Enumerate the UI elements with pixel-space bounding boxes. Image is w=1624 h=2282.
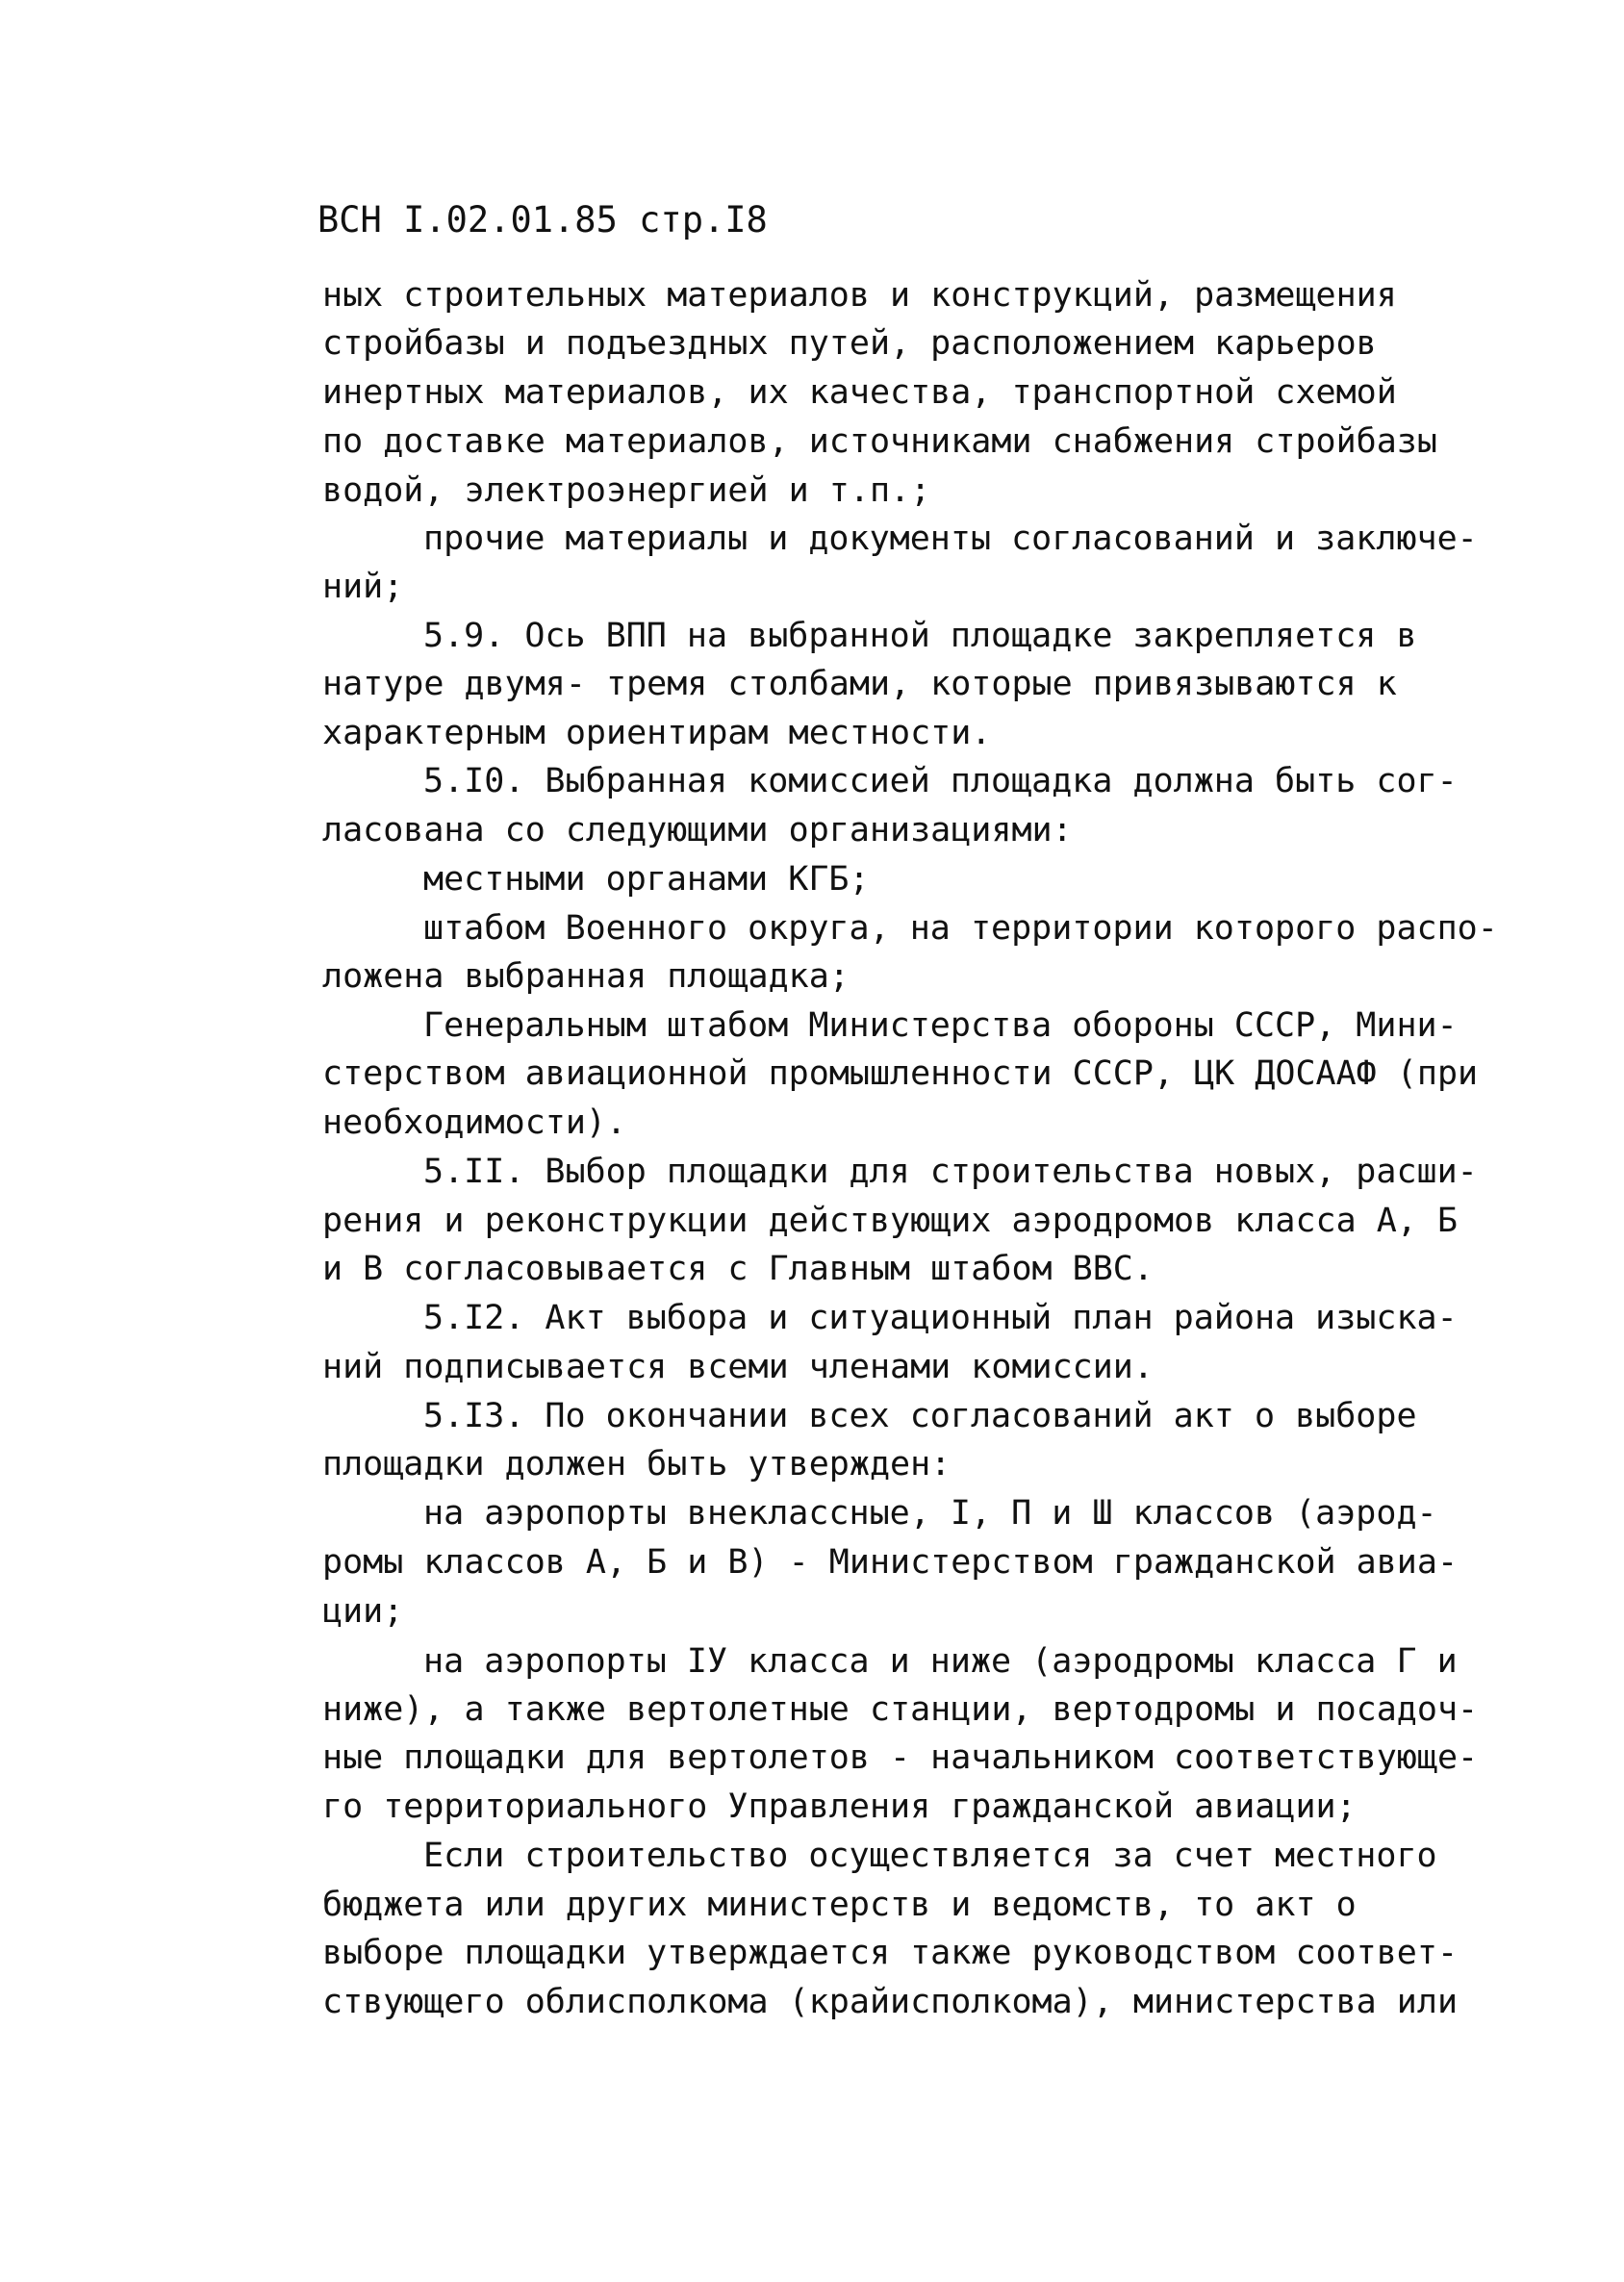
text-line: штабом Военного округа, на территории которого распо- <box>423 909 1498 948</box>
text-line: прочие материалы и документы согласований и заключе- <box>423 520 1478 558</box>
text-line: ложена выбранная площадка; <box>322 957 850 996</box>
text-line: на аэропорты IУ класса и ниже (аэродромы класса Г и <box>423 1642 1458 1681</box>
text-line: 5.I0. Выбранная комиссией площадка должна быть сог- <box>423 762 1458 800</box>
text-line: ные площадки для вертолетов - начальником соответствующе- <box>322 1738 1479 1777</box>
text-line: рения и реконструкции действующих аэродромов класса А, Б <box>322 1202 1459 1240</box>
text-line: ромы классов А, Б и В) - Министерством гражданской авиа- <box>322 1543 1459 1582</box>
text-line: на аэропорты внеклассные, I, П и Ш классов (аэрод- <box>423 1494 1437 1533</box>
text-line: 5.I3. По окончании всех согласований акт о выборе <box>423 1397 1417 1435</box>
text-line: по доставке материалов, источниками снабжения стройбазы <box>322 422 1437 461</box>
text-line: бюджета или других министерств и ведомств, то акт о <box>322 1886 1357 1924</box>
text-line: ции; <box>322 1592 404 1631</box>
text-line: ствующего облисполкома (крайисполкома), министерства или <box>322 1983 1459 2021</box>
text-line: стерством авиационной промышленности СССР, ЦК ДОСААФ (при <box>322 1054 1479 1093</box>
text-line: местными органами КГБ; <box>423 860 870 899</box>
text-line: натуре двумя- тремя столбами, которые привязываются к <box>322 665 1397 703</box>
text-line: ных строительных материалов и конструкций, размещения <box>322 276 1397 315</box>
text-line: Генеральным штабом Министерства обороны СССР, Мини- <box>423 1006 1458 1045</box>
page-header: ВСН I.02.01.85 стр.I8 <box>317 199 768 241</box>
text-line: площадки должен быть утвержден: <box>322 1445 952 1483</box>
text-line: инертных материалов, их качества, транспортной схемой <box>322 373 1397 412</box>
text-line: 5.9. Ось ВПП на выбранной площадке закрепляется в <box>423 617 1417 655</box>
text-line: го территориального Управления гражданской авиации; <box>322 1788 1357 1826</box>
text-line: ласована со следующими организациями: <box>322 811 1073 849</box>
text-line: Если строительство осуществляется за счет местного <box>423 1837 1437 1875</box>
text-line: ний подписывается всеми членами комиссии. <box>322 1348 1154 1386</box>
text-line: характерным ориентирам местности. <box>322 714 992 752</box>
text-line: 5.II. Выбор площадки для строительства новых, расши- <box>423 1153 1478 1191</box>
text-line: ний; <box>322 568 404 606</box>
text-line: необходимости). <box>322 1103 627 1142</box>
text-line: выборе площадки утверждается также руководством соответ- <box>322 1934 1459 1972</box>
text-line: и В согласовывается с Главным штабом ВВС. <box>322 1250 1154 1288</box>
text-line: водой, электроэнергией и т.п.; <box>322 471 931 510</box>
text-line: ниже), а также вертолетные станции, вертодромы и посадоч- <box>322 1690 1479 1729</box>
text-line: стройбазы и подъездных путей, расположением карьеров <box>322 324 1377 363</box>
text-line: 5.I2. Акт выбора и ситуационный план района изыска- <box>423 1299 1458 1337</box>
